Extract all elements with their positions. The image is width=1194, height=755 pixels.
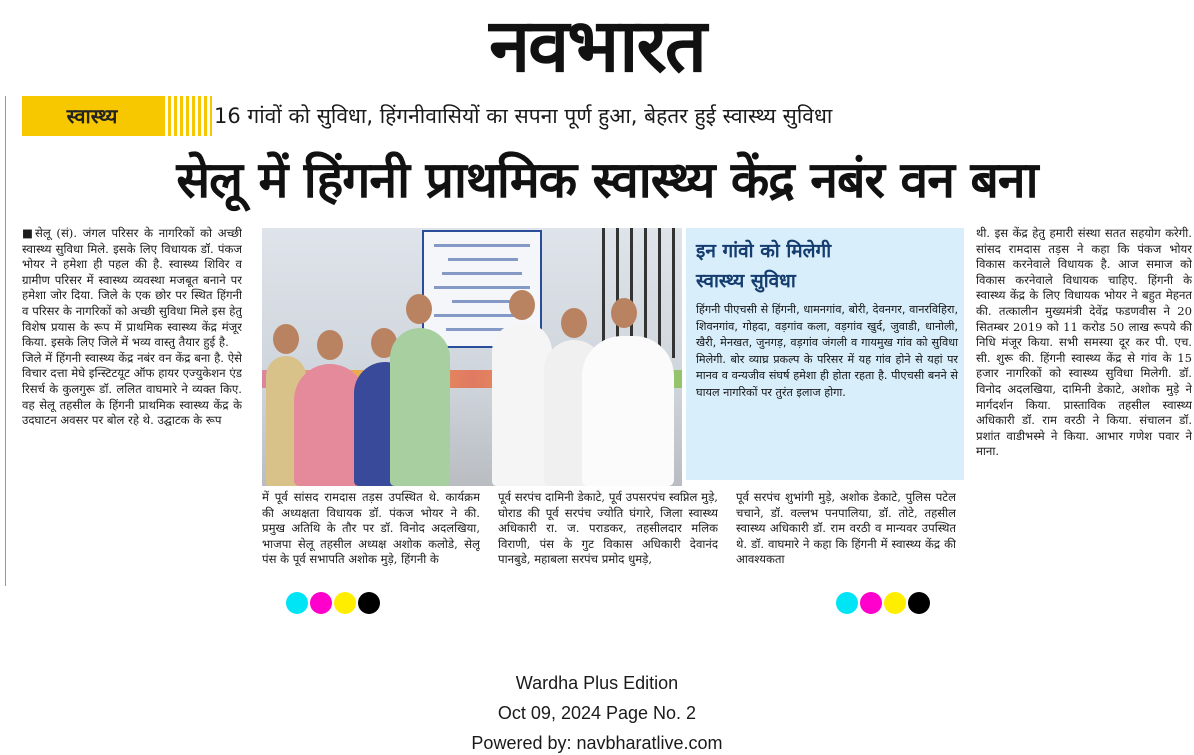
article-paragraph: ■सेलू (सं). जंगल परिसर के नागरिकों को अच्छी स्वास्थ्य सुविधा मिले. इसके लिए विधायक डॉ. पंकज भोयर ने हमेशा ही पहल की है. स्वास्थ्य शिविर व ग्रामीण परिसर में स्वास्थ्य व्यवस्था मजबूत बनाने पर हमेशा जोर दिया. जिले के एक छोर पर स्थित हिंगनी व परिसर के नागरिकों को अच्छी सुविधा मिले इस हेतु विशेष प्रयास के रूप में प्राथमिक स्वास्थ्य केंद्र मंजूर किया. इसके लिए जिले में भव्य वास्तु तैयार हुई है. xyxy=(22,226,242,350)
article-paragraph: जिले में हिंगनी स्वास्थ्य केंद्र नबंर वन केंद्र बना है. ऐसे विचार दत्ता मेघे इन्स्टिटयूट ऑफ हायर एज्युकेशन एंड रिसर्च के कुलगुरू डॉ. ललित वाघमारे ने व्यक्त किए. वह सेलू तहसील के हिंगनी प्राथमिक स्वास्थ्य केंद्र के उदघाटन अवसर पर बोल रहे थे. उद्घाटक के रूप xyxy=(22,350,242,428)
section-tag: स्वास्थ्य xyxy=(22,96,162,136)
registration-dots-right xyxy=(836,592,932,616)
sidebar-title: इन गांवो को मिलेगी स्वास्थ्य सुविधा xyxy=(696,240,832,292)
villages-sidebar xyxy=(686,228,964,480)
black-dot xyxy=(358,592,380,614)
inauguration-photo xyxy=(262,228,682,486)
footer-powered-by: Powered by: navbharatlive.com xyxy=(471,733,723,753)
footer-edition: Wardha Plus Edition xyxy=(515,673,679,693)
article-column-1 xyxy=(22,226,242,588)
sidebar-text: हिंगनी पीएचसी से हिंगनी, धामनगांव, बोरी, देवनगर, वानरविहिरा, शिवनगांव, गोहदा, वड़गांव कला, वड़गांव खुर्द, जुवाडी, धानोली, खैरी, मेनखत, जुनगड़, वड़गांव जंगली व गायमुख गांव को सुविधा मिलेगी. बोर व्याघ्र प्रकल्प के परिसर में यह गांव होने से यहां पर मानव व वन्यजीव संघर्ष हमेशा ही होता रहता है. पीएचसी बनने से घायल नागरिकों पर तुरंत इलाज होगा. xyxy=(696,303,958,399)
yellow-dot xyxy=(884,592,906,614)
article-column-2: में पूर्व सांसद रामदास तड़स उपस्थित थे. कार्यक्रम की अध्यक्षता विधायक डॉ. पंकज भोयर ने की. प्रमुख अतिथि के तौर पर डॉ. विनोद अदलखिया, भाजपा सेलू तहसील अध्यक्ष अशोक कलोडे, सेलू पंस के पूर्व सभापति अशोक मुड़े, हिंगनी के xyxy=(262,490,480,567)
footer-date-page: Oct 09, 2024 Page No. 2 xyxy=(497,703,697,723)
page-edge-rule xyxy=(0,96,6,586)
cyan-dot xyxy=(836,592,858,614)
newspaper-masthead: नवभारत xyxy=(489,3,705,89)
cyan-dot xyxy=(286,592,308,614)
magenta-dot xyxy=(310,592,332,614)
yellow-dot xyxy=(334,592,356,614)
magenta-dot xyxy=(860,592,882,614)
article-column-3: पूर्व सरपंच दामिनी डेकाटे, पूर्व उपसरपंच स्वप्निल मुड़े, घोराड की पूर्व सरपंच ज्योति घंगारे, जिला स्वास्थ्य अधिकारी रा. ज. पराडकर, तहसीलदार मलिक विराणी, पंस के गुट विकास अधिकारी देवानंद पानबुडे, महाबला सरपंच प्रमोद धुमड़े, xyxy=(498,490,718,567)
registration-dots-left xyxy=(286,592,382,616)
section-bar xyxy=(22,96,1192,136)
section-stripes xyxy=(162,96,212,136)
article-column-5: थी. इस केंद्र हेतु हमारी संस्था सतत सहयोग करेगी. सांसद रामदास तड़स ने कहा कि पंकज भोयर विकास करनेवाले विधायक है. आज समाज को विकास करनेवाले विधायक चाहिए. हिंगनी के स्वास्थ्य केंद्र के लिए विधायक भोयर ने बहुत मेहनत की. तत्कालीन मुख्यमंत्री देवेंद्र फडणवीस ने 20 सितम्बर 2019 को 11 करोड 50 लाख रूपये की निधि मंजूर किया. सभी समस्या दूर कर पी. एच. सी. शुरू की. हिंगनी स्वास्थ्य केंद्र से गांव के 15 हजार नागरिकों को स्वास्थ्य सुविधा मिलेगी. डॉ. विनोद अदलखिया, दामिनी डेकाटे, अशोक मुड़े ने मार्गदर्शन किया. प्रास्ताविक तहसील स्वास्थ्य अधिकारी डॉ. राम वरठी ने किया. संचालन डॉ. प्रशांत वाडीभस्मे ने किया. आभार गणेश पवार ने माना. xyxy=(976,226,1192,459)
article-column-4: पूर्व सरपंच शुभांगी मुड़े, अशोक डेकाटे, पुलिस पटेल चचाने, डॉ. वल्लभ पनपालिया, डॉ. तोटे, तहसील स्वास्थ्य अधिकारी डॉ. राम वरठी व मान्यवर उपस्थित थे. डॉ. वाघमारे ने कहा कि हिंगनी में स्वास्थ्य केंद्र की आवश्यकता xyxy=(736,490,956,567)
black-dot xyxy=(908,592,930,614)
section-headline: 16 गांवों को सुविधा, हिंगनीवासियों का सपना पूर्ण हुआ, बेहतर हुई स्वास्थ्य सुविधा xyxy=(214,104,833,128)
article-headline: सेलू में हिंगनी प्राथमिक स्वास्थ्य केंद्र नबंर वन बना xyxy=(176,151,1038,209)
